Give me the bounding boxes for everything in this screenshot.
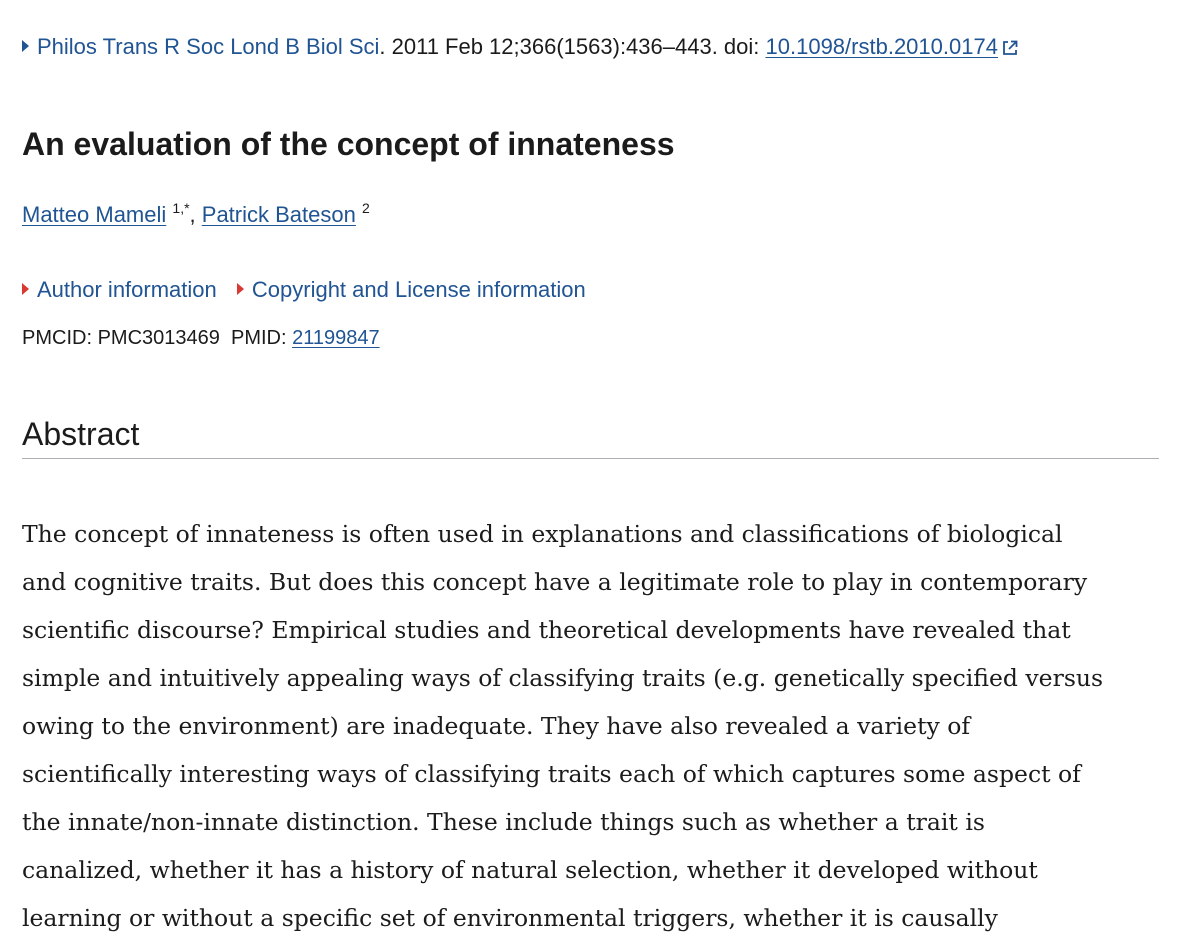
author-link-bateson[interactable]: Patrick Bateson bbox=[201, 202, 356, 227]
author-separator: , bbox=[189, 202, 202, 227]
abstract-line: scientific discourse? Empirical studies and theoretical developments have revealed that bbox=[22, 616, 1071, 644]
section-divider bbox=[22, 458, 1159, 459]
abstract-heading: Abstract bbox=[22, 416, 140, 452]
abstract-text bbox=[22, 510, 1162, 942]
citation-line bbox=[22, 32, 1018, 62]
caret-right-icon bbox=[22, 283, 29, 295]
abstract-line: learning or without a specific set of environmental triggers, whether it is causally bbox=[22, 904, 998, 932]
caret-right-icon bbox=[237, 283, 244, 295]
author-list bbox=[22, 200, 370, 230]
doi-link[interactable]: 10.1098/rstb.2010.0174 bbox=[765, 34, 998, 59]
journal-link[interactable] bbox=[22, 34, 379, 59]
abstract-line: owing to the environment) are inadequate. They have also revealed a variety of bbox=[22, 712, 971, 740]
pmid-label: PMID: bbox=[231, 327, 293, 349]
caret-right-icon bbox=[22, 40, 29, 52]
author-information-label: Author information bbox=[37, 277, 217, 302]
pmcid-label: PMCID: bbox=[22, 327, 98, 349]
copyright-license-label: Copyright and License information bbox=[251, 277, 586, 302]
citation-details: . 2011 Feb 12;366(1563):436–443. doi: bbox=[379, 34, 766, 59]
abstract-line: scientifically interesting ways of classifying traits each of which captures some aspect of bbox=[22, 760, 1081, 788]
journal-name: Philos Trans R Soc Lond B Biol Sci bbox=[37, 34, 380, 59]
author-link-mameli[interactable]: Matteo Mameli bbox=[22, 202, 167, 227]
copyright-license-toggle[interactable] bbox=[237, 275, 586, 305]
author-affiliation-mameli: 1,* bbox=[172, 200, 190, 216]
abstract-line: The concept of innateness is often used in explanations and classifications of biological bbox=[22, 520, 1063, 548]
pmid-link[interactable]: 21199847 bbox=[292, 327, 380, 349]
article-title: An evaluation of the concept of innateness bbox=[22, 126, 675, 162]
article-ids bbox=[22, 324, 380, 352]
external-link-icon[interactable] bbox=[1002, 40, 1018, 56]
abstract-line: canalized, whether it has a history of natural selection, whether it developed without bbox=[22, 856, 1038, 884]
author-information-toggle[interactable] bbox=[22, 275, 217, 305]
abstract-line: and cognitive traits. But does this concept have a legitimate role to play in contemporary bbox=[22, 568, 1088, 596]
pmcid-value: PMC3013469 bbox=[97, 327, 220, 349]
abstract-line: the innate/non-innate distinction. These include things such as whether a trait is bbox=[22, 808, 985, 836]
abstract-line: simple and intuitively appealing ways of classifying traits (e.g. genetically specified versus bbox=[22, 664, 1104, 692]
author-affiliation-bateson: 2 bbox=[361, 200, 370, 216]
info-links bbox=[22, 275, 600, 305]
